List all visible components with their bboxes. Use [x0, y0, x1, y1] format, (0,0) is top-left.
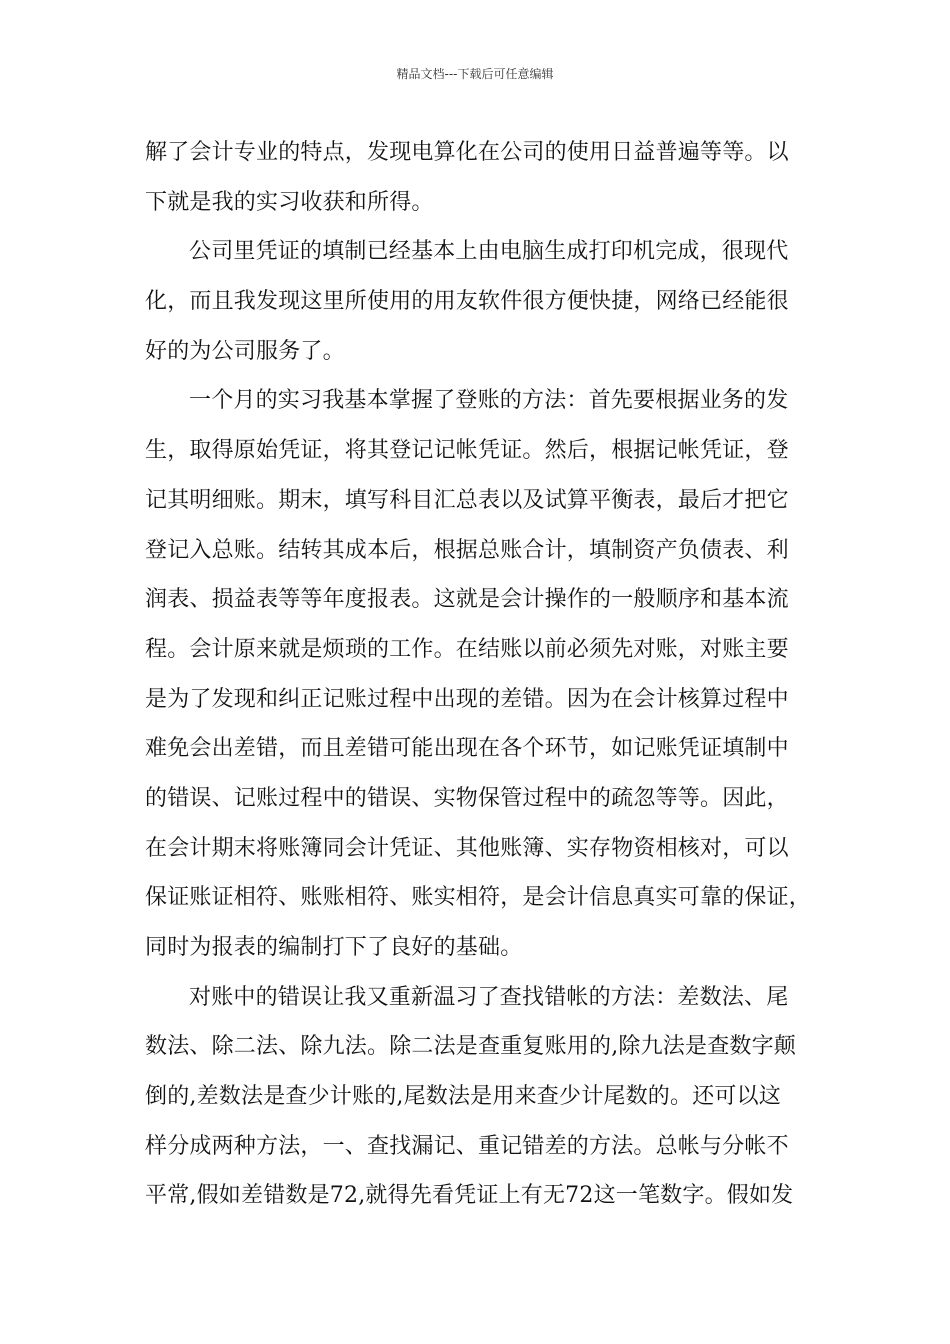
text-line: 的错误、记账过程中的错误、实物保管过程中的疏忽等等。因此，: [145, 785, 789, 811]
text-line: 下就是我的实习收获和所得。: [145, 189, 434, 215]
text-line: 解了会计专业的特点，发现电算化在公司的使用日益普遍等等。以: [145, 140, 789, 165]
text-line: 是为了发现和纠正记账过程中出现的差错。因为在会计核算过程中: [145, 686, 789, 712]
text-line: 数法、除二法、除九法。除二法是查重复账用的,除九法是查数字颠: [145, 1034, 796, 1060]
text-line: 程。会计原来就是烦琐的工作。在结账以前必须先对账，对账主要: [145, 636, 789, 662]
text-line: 在会计期末将账簿同会计凭证、其他账簿、实存物资相核对，可以: [145, 835, 789, 861]
text-line: 生，取得原始凭证，将其登记记帐凭证。然后，根据记帐凭证，登: [145, 438, 789, 464]
document-body: [145, 128, 825, 1221]
text-line: 同时为报表的编制打下了良好的基础。: [145, 935, 523, 960]
text-line: 倒的,差数法是查少计账的,尾数法是用来查少计尾数的。还可以这: [145, 1084, 781, 1110]
text-line: 对账中的错误让我又重新温习了查找错帐的方法：差数法、尾: [189, 984, 789, 1010]
text-line: 润表、损益表等等年度报表。这就是会计操作的一般顺序和基本流: [145, 587, 789, 613]
text-line: 记其明细账。期末，填写科目汇总表以及试算平衡表，最后才把它: [145, 487, 789, 513]
text-line: 化，而且我发现这里所使用的用友软件很方便快捷，网络已经能很: [145, 289, 789, 315]
page-header: 精品文档---下载后可任意编辑: [396, 67, 554, 81]
text-line: 平常,假如差错数是72,就得先看凭证上有无72这一笔数字。假如发: [145, 1183, 794, 1209]
text-line: 一个月的实习我基本掌握了登账的方法：首先要根据业务的发: [189, 388, 789, 414]
text-line: 难免会出差错，而且差错可能出现在各个环节，如记账凭证填制中: [145, 736, 789, 762]
text-line: 登记入总账。结转其成本后，根据总账合计，填制资产负债表、利: [145, 537, 789, 563]
text-line: 样分成两种方法，一、查找漏记、重记错差的方法。总帐与分帐不: [145, 1133, 789, 1159]
text-line: 公司里凭证的填制已经基本上由电脑生成打印机完成，很现代: [189, 239, 789, 265]
text-line: 好的为公司服务了。: [145, 338, 345, 364]
text-line: 保证账证相符、账账相符、账实相符，是会计信息真实可靠的保证，: [145, 885, 812, 911]
